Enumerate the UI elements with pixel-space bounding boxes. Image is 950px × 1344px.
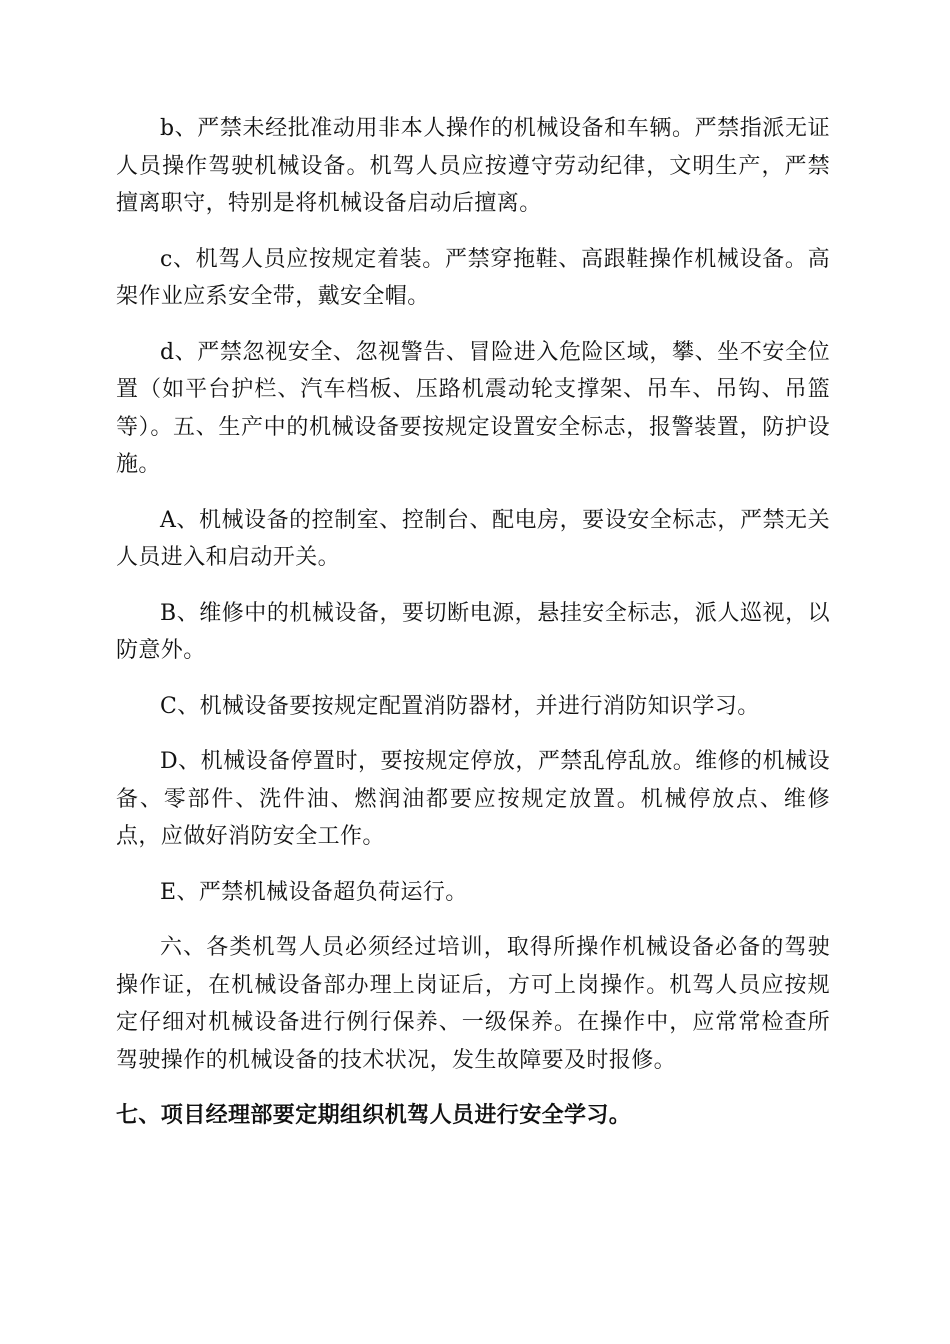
paragraph-six: 六、各类机驾人员必须经过培训，取得所操作机械设备必备的驾驶操作证，在机械设备部办理上岗证后，方可上岗操作。机驾人员应按规定仔细对机械设备进行例行保养、一级保养。在操作中，应常常检查所驾驶操作的机械设备的技术状况，发生故障要及时报修。 — [116, 935, 830, 1073]
paragraph-b: b、严禁未经批准动用非本人操作的机械设备和车辆。严禁指派无证人员操作驾驶机械设备。机驾人员应按遵守劳动纪律，文明生产，严禁擅离职守，特别是将机械设备启动后擅离。 — [116, 116, 830, 216]
paragraph-d: d、严禁忽视安全、忽视警告、冒险进入危险区域，攀、坐不安全位置（如平台护栏、汽车档板、压路机震动轮支撑架、吊车、吊钩、吊篮等）。五、生产中的机械设备要按规定设置安全标志，报警装置，防护设施。 — [116, 339, 830, 477]
paragraph-A: A、机械设备的控制室、控制台、配电房，要设安全标志，严禁无关人员进入和启动开关。 — [116, 507, 830, 570]
paragraph-B: B、维修中的机械设备，要切断电源，悬挂安全标志，派人巡视，以防意外。 — [116, 600, 830, 663]
section-heading-seven: 七、项目经理部要定期组织机驾人员进行安全学习。 — [116, 1103, 632, 1128]
paragraph-c: c、机驾人员应按规定着装。严禁穿拖鞋、高跟鞋操作机械设备。高架作业应系安全带，戴安全帽。 — [116, 246, 830, 309]
paragraph-D: D、机械设备停置时，要按规定停放，严禁乱停乱放。维修的机械设备、零部件、洗件油、燃润油都要应按规定放置。机械停放点、维修点，应做好消防安全工作。 — [116, 749, 830, 849]
paragraph-C: C、机械设备要按规定配置消防器材，并进行消防知识学习。 — [160, 693, 760, 719]
paragraph-E: E、严禁机械设备超负荷运行。 — [160, 879, 468, 905]
